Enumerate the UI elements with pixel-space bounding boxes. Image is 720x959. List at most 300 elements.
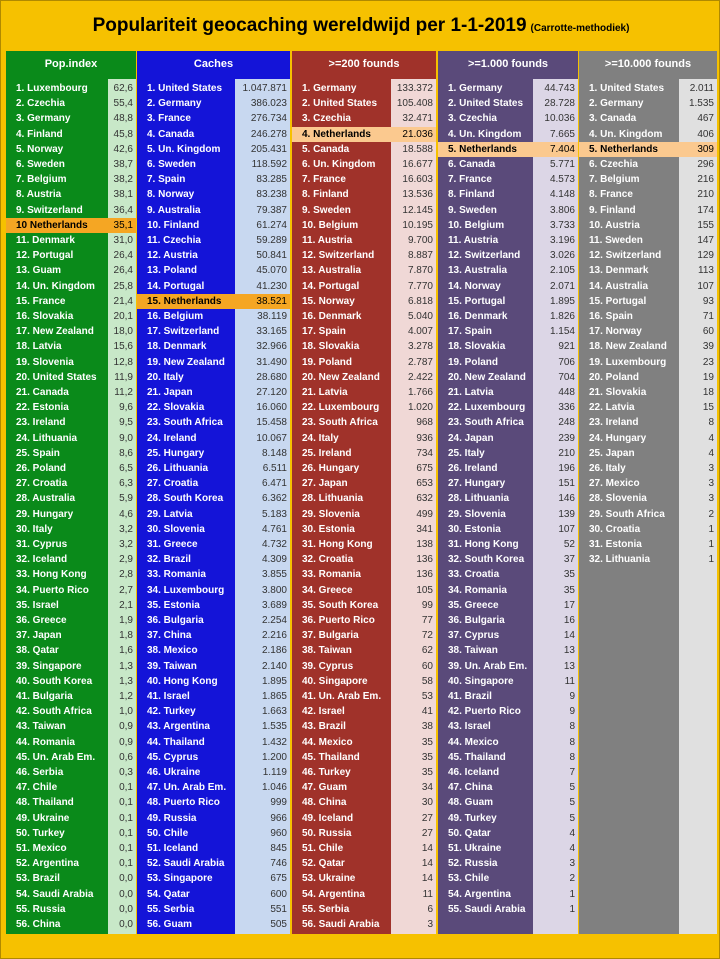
country-label: 16. Spain [589, 311, 633, 322]
value-label: 1,3 [119, 660, 133, 672]
value-label: 27 [421, 812, 433, 824]
country-label: 39. Taiwan [147, 660, 197, 672]
country-label: 43. Israel [448, 721, 491, 733]
table-row [6, 719, 136, 734]
table-row [292, 233, 436, 248]
value-label: 13.536 [402, 189, 433, 201]
country-label: 21. Japan [147, 387, 193, 398]
value-label: 48,8 [113, 113, 133, 125]
value-label: 38.521 [256, 295, 287, 307]
table-row [292, 400, 436, 415]
table-row [579, 309, 717, 324]
value-label: 61.274 [256, 219, 287, 231]
value-label: 4 [569, 843, 575, 854]
table-row [438, 887, 578, 902]
country-label: 31. Estonia [589, 539, 642, 550]
value-label: 1.119 [262, 767, 287, 778]
value-label: 675 [270, 873, 287, 885]
table-row [6, 841, 136, 856]
table-row [438, 446, 578, 461]
value-label: 336 [558, 402, 575, 414]
table-row [137, 431, 290, 446]
table-row [137, 902, 290, 917]
value-label: 746 [270, 858, 287, 870]
country-label: 20. Italy [147, 371, 184, 383]
value-label: 34 [421, 782, 433, 794]
country-label: 9. Australia [147, 204, 201, 216]
table-row [292, 598, 436, 613]
table-row [438, 583, 578, 598]
value-label: 44.743 [544, 83, 575, 94]
value-label: 8,6 [119, 447, 133, 459]
country-label: 1. Germany [302, 83, 357, 94]
country-label: 42. Israel [302, 706, 345, 718]
value-label: 9,0 [119, 432, 133, 444]
country-label: 47. China [448, 782, 493, 794]
table-row [292, 491, 436, 506]
country-label: 42. South Africa [16, 706, 92, 718]
value-label: 50.841 [256, 250, 287, 262]
country-label: 1. Luxembourg [16, 83, 88, 94]
table-row [137, 248, 290, 263]
table-row [137, 674, 290, 689]
value-label: 5 [569, 782, 575, 794]
table-row [137, 127, 290, 142]
country-label: 9. Sweden [302, 204, 351, 216]
value-label: 58 [421, 675, 433, 687]
value-label: 20,1 [113, 311, 133, 322]
table-row [292, 324, 436, 339]
value-label: 42,6 [113, 143, 133, 155]
table-row [438, 203, 578, 218]
country-label: 21. Latvia [448, 387, 494, 398]
country-label: 16. Denmark [302, 311, 362, 322]
country-label: 27. Croatia [16, 478, 68, 490]
table-row [137, 856, 290, 871]
country-label: 28. Lithuania [302, 493, 364, 505]
country-label: 40. Singapore [448, 675, 514, 687]
country-label: 22. Estonia [16, 402, 69, 414]
value-label: 3 [708, 493, 714, 505]
value-label: 1,2 [119, 691, 133, 702]
value-label: 4.309 [261, 554, 287, 566]
table-row [438, 294, 578, 309]
value-label: 52 [563, 539, 575, 550]
value-label: 999 [270, 797, 287, 809]
table-row [292, 339, 436, 354]
value-label: 16.603 [402, 174, 433, 186]
chart-title [1, 15, 720, 37]
value-label: 3.800 [261, 584, 287, 596]
country-label: 9. Switzerland [16, 204, 83, 216]
table-row [137, 795, 290, 810]
value-label: 2.140 [261, 660, 287, 672]
value-label: 1 [569, 888, 575, 900]
country-label: 16. Denmark [448, 311, 508, 322]
country-label: 19. Poland [302, 356, 353, 368]
country-label: 13. Australia [302, 265, 362, 277]
table-row [6, 643, 136, 658]
table-row [292, 142, 436, 157]
value-label: 1 [569, 903, 575, 915]
value-label: 18,0 [113, 326, 133, 338]
country-label: 41. Israel [147, 691, 190, 702]
table-row [438, 157, 578, 172]
table-row [137, 750, 290, 765]
country-label: 44. Thailand [147, 736, 205, 748]
value-label: 2.422 [407, 371, 433, 383]
table-row [292, 704, 436, 719]
value-label: 7.404 [549, 143, 575, 155]
table-row [6, 491, 136, 506]
value-label: 341 [416, 523, 433, 535]
country-label: 38. Taiwan [302, 645, 352, 657]
value-label: 1,6 [119, 645, 133, 657]
table-row [6, 157, 136, 172]
table-row [292, 187, 436, 202]
table-row [6, 735, 136, 750]
country-label: 2. United States [302, 98, 378, 110]
country-label: 26. Poland [16, 463, 67, 474]
country-label: 19. Luxembourg [589, 356, 667, 368]
value-label: 1.047.871 [242, 83, 287, 94]
table-row [137, 233, 290, 248]
table-row [137, 780, 290, 795]
table-row [438, 507, 578, 522]
country-label: 56. Guam [147, 919, 193, 930]
table-row [137, 339, 290, 354]
table-row [137, 203, 290, 218]
table-row [292, 583, 436, 598]
table-row [438, 795, 578, 810]
table-row [292, 248, 436, 263]
table-row [292, 385, 436, 400]
value-label: 35 [421, 736, 433, 748]
value-label: 3.196 [549, 235, 575, 246]
country-label: 24. Japan [448, 432, 494, 444]
value-label: 18 [702, 387, 714, 398]
value-label: 16.060 [256, 402, 287, 414]
value-label: 1.895 [549, 295, 575, 307]
value-label: 136 [416, 554, 433, 566]
country-label: 3. Canada [589, 113, 637, 125]
country-label: 43. Brazil [302, 721, 346, 733]
country-label: 38. Taiwan [448, 645, 498, 657]
country-label: 52. Argentina [16, 858, 79, 870]
country-label: 35. Greece [448, 599, 499, 611]
table-row [6, 279, 136, 294]
table-row [6, 294, 136, 309]
table-row [579, 96, 717, 111]
country-label: 36. Greece [16, 615, 67, 626]
country-label: 16. Belgium [147, 311, 204, 322]
value-label: 9 [569, 706, 575, 718]
value-label: 467 [697, 113, 714, 125]
table-row [137, 826, 290, 841]
country-label: 50. Turkey [16, 827, 65, 839]
country-label: 20. New Zealand [302, 371, 380, 383]
table-row [292, 552, 436, 567]
value-label: 600 [270, 888, 287, 900]
value-label: 35 [421, 751, 433, 763]
country-label: 54. Qatar [147, 888, 190, 900]
country-label: 37. Japan [16, 630, 62, 642]
value-label: 17 [563, 599, 575, 611]
table-row [137, 324, 290, 339]
value-label: 0,1 [119, 843, 133, 854]
table-row [137, 522, 290, 537]
country-label: 17. Switzerland [147, 326, 220, 338]
table-row [579, 111, 717, 126]
value-label: 0,1 [119, 797, 133, 809]
country-label: 33. Croatia [448, 569, 500, 581]
table-row [438, 142, 578, 157]
country-label: 38. Mexico [147, 645, 198, 657]
value-label: 3,2 [119, 539, 133, 550]
country-label: 15. Norway [302, 295, 355, 307]
country-label: 30. Estonia [302, 523, 355, 535]
table-column [137, 51, 290, 934]
country-label: 35. Estonia [147, 599, 200, 611]
country-label: 13. Australia [448, 265, 508, 277]
value-label: 6.511 [262, 463, 287, 474]
value-label: 1.154 [549, 326, 575, 338]
table-row [6, 476, 136, 491]
country-label: 22. Slovakia [147, 402, 205, 414]
value-label: 27 [421, 827, 433, 839]
value-label: 39 [702, 341, 714, 353]
value-label: 38,7 [113, 159, 133, 170]
value-label: 83.285 [256, 174, 287, 186]
country-label: 12. Switzerland [302, 250, 375, 262]
table-row [292, 917, 436, 932]
country-label: 30. Slovenia [147, 523, 205, 535]
table-row [579, 507, 717, 522]
table-row [137, 172, 290, 187]
value-label: 1,0 [119, 706, 133, 718]
country-label: 8. France [589, 189, 633, 201]
country-label: 22. Latvia [589, 402, 635, 414]
value-label: 2.186 [261, 645, 287, 657]
country-label: 5. Canada [302, 143, 350, 155]
country-label: 51. Chile [302, 843, 344, 854]
table-row [6, 689, 136, 704]
value-label: 32.471 [402, 113, 433, 125]
country-label: 50. Qatar [448, 827, 491, 839]
table-row [292, 476, 436, 491]
value-label: 0,1 [119, 827, 133, 839]
table-row [292, 279, 436, 294]
table-row [579, 522, 717, 537]
country-label: 33. Romania [302, 569, 361, 581]
table-row [438, 659, 578, 674]
country-label: 6. Canada [448, 159, 496, 170]
table-row [6, 917, 136, 932]
value-label: 196 [558, 463, 575, 474]
table-row [137, 309, 290, 324]
country-label: 42. Puerto Rico [448, 706, 521, 718]
value-label: 448 [558, 387, 575, 398]
country-label: 18. New Zealand [589, 341, 667, 353]
country-label: 23. Ireland [589, 417, 639, 429]
value-label: 71 [702, 311, 714, 322]
country-label: 54. Saudi Arabia [16, 888, 94, 900]
table-row [292, 841, 436, 856]
country-label: 8. Norway [147, 189, 195, 201]
country-label: 10. Finland [147, 219, 200, 231]
country-label: 2. Germany [147, 98, 202, 110]
table-row [6, 856, 136, 871]
country-label: 26. Hungary [302, 463, 360, 474]
value-label: 21.036 [402, 128, 433, 140]
table-row [137, 613, 290, 628]
value-label: 13 [563, 660, 575, 672]
value-label: 13 [563, 645, 575, 657]
value-label: 4 [708, 447, 714, 459]
country-label: 15. Netherlands [147, 295, 222, 307]
country-label: 22. Luxembourg [448, 402, 526, 414]
value-label: 551 [270, 903, 287, 915]
value-label: 38.119 [257, 311, 287, 322]
table-row [438, 96, 578, 111]
country-label: 12. Portugal [16, 250, 74, 262]
country-label: 17. Norway [589, 326, 642, 338]
value-label: 14 [421, 858, 433, 870]
value-label: 309 [697, 143, 714, 155]
value-label: 210 [697, 189, 714, 201]
value-label: 6,5 [119, 463, 133, 474]
value-label: 10.195 [402, 219, 433, 231]
table-row [6, 795, 136, 810]
country-label: 7. France [448, 174, 492, 186]
value-label: 1,9 [119, 615, 133, 626]
table-row [137, 871, 290, 886]
country-label: 12. Switzerland [448, 250, 521, 262]
table-row [137, 279, 290, 294]
value-label: 921 [558, 341, 575, 353]
value-label: 9,5 [119, 417, 133, 429]
table-row [438, 81, 578, 96]
country-label: 11. Sweden [589, 235, 643, 246]
country-label: 2. Czechia [16, 98, 65, 110]
value-label: 19 [702, 371, 714, 383]
value-label: 15 [702, 402, 714, 414]
country-label: 27. Hungary [448, 478, 506, 490]
country-label: 28. South Korea [147, 493, 224, 505]
table-row [6, 537, 136, 552]
value-label: 406 [697, 128, 714, 140]
value-label: 11 [564, 675, 575, 687]
table-row [292, 127, 436, 142]
table-row [137, 491, 290, 506]
country-label: 31. Cyprus [16, 539, 68, 550]
table-row [137, 598, 290, 613]
table-row [137, 415, 290, 430]
value-label: 14 [421, 843, 433, 854]
table-row [137, 187, 290, 202]
value-label: 1.865 [261, 691, 287, 702]
table-row [438, 172, 578, 187]
value-label: 2.071 [549, 280, 575, 292]
country-label: 26. Ireland [448, 463, 498, 474]
table-row [292, 750, 436, 765]
table-row [438, 719, 578, 734]
country-label: 23. South Africa [302, 417, 378, 429]
table-row [438, 871, 578, 886]
table-row [137, 111, 290, 126]
table-row [6, 142, 136, 157]
table-row [292, 446, 436, 461]
table-row [6, 522, 136, 537]
table-row [6, 750, 136, 765]
country-label: 17. Spain [302, 326, 346, 338]
table-row [292, 826, 436, 841]
table-row [137, 765, 290, 780]
country-label: 33. Hong Kong [16, 569, 87, 581]
value-label: 4 [569, 827, 575, 839]
value-label: 6 [427, 903, 433, 915]
table-row [6, 446, 136, 461]
value-label: 3.733 [549, 219, 575, 231]
value-label: 675 [416, 463, 433, 474]
table-row [438, 780, 578, 795]
value-label: 14 [421, 873, 433, 885]
country-label: 55. Russia [16, 903, 66, 915]
country-label: 52. Qatar [302, 858, 345, 870]
value-label: 1.535 [688, 98, 714, 110]
country-label: 14. Portugal [302, 280, 360, 292]
table-row [6, 598, 136, 613]
value-label: 1,3 [119, 675, 133, 687]
value-label: 0,9 [119, 736, 133, 748]
country-label: 43. Argentina [147, 721, 210, 733]
value-label: 5,9 [119, 493, 133, 505]
country-label: 34. Puerto Rico [16, 584, 89, 596]
table-row [137, 552, 290, 567]
value-label: 105.408 [396, 98, 433, 110]
table-row [579, 172, 717, 187]
value-label: 11 [422, 888, 433, 900]
table-row [6, 203, 136, 218]
value-label: 36,4 [113, 204, 133, 216]
value-label: 1,8 [119, 630, 133, 642]
value-label: 107 [558, 523, 575, 535]
country-label: 8. Austria [16, 189, 62, 201]
country-label: 38. Qatar [16, 645, 59, 657]
table-row [438, 111, 578, 126]
value-label: 1.046 [261, 782, 287, 794]
value-label: 55,4 [113, 98, 133, 110]
value-label: 59.289 [256, 235, 287, 246]
table-row [579, 400, 717, 415]
table-row [579, 355, 717, 370]
table-row [438, 613, 578, 628]
table-row [6, 431, 136, 446]
table-row [6, 339, 136, 354]
country-label: 18. Slovakia [302, 341, 360, 353]
table-row [579, 552, 717, 567]
table-row [579, 461, 717, 476]
value-label: 83.238 [256, 189, 287, 201]
country-label: 16. Slovakia [16, 311, 74, 322]
value-label: 10.067 [256, 432, 287, 444]
value-label: 35,1 [113, 219, 133, 231]
table-row [438, 127, 578, 142]
table-row [137, 841, 290, 856]
value-label: 18.588 [402, 143, 433, 155]
table-row [292, 81, 436, 96]
value-label: 146 [558, 493, 575, 505]
